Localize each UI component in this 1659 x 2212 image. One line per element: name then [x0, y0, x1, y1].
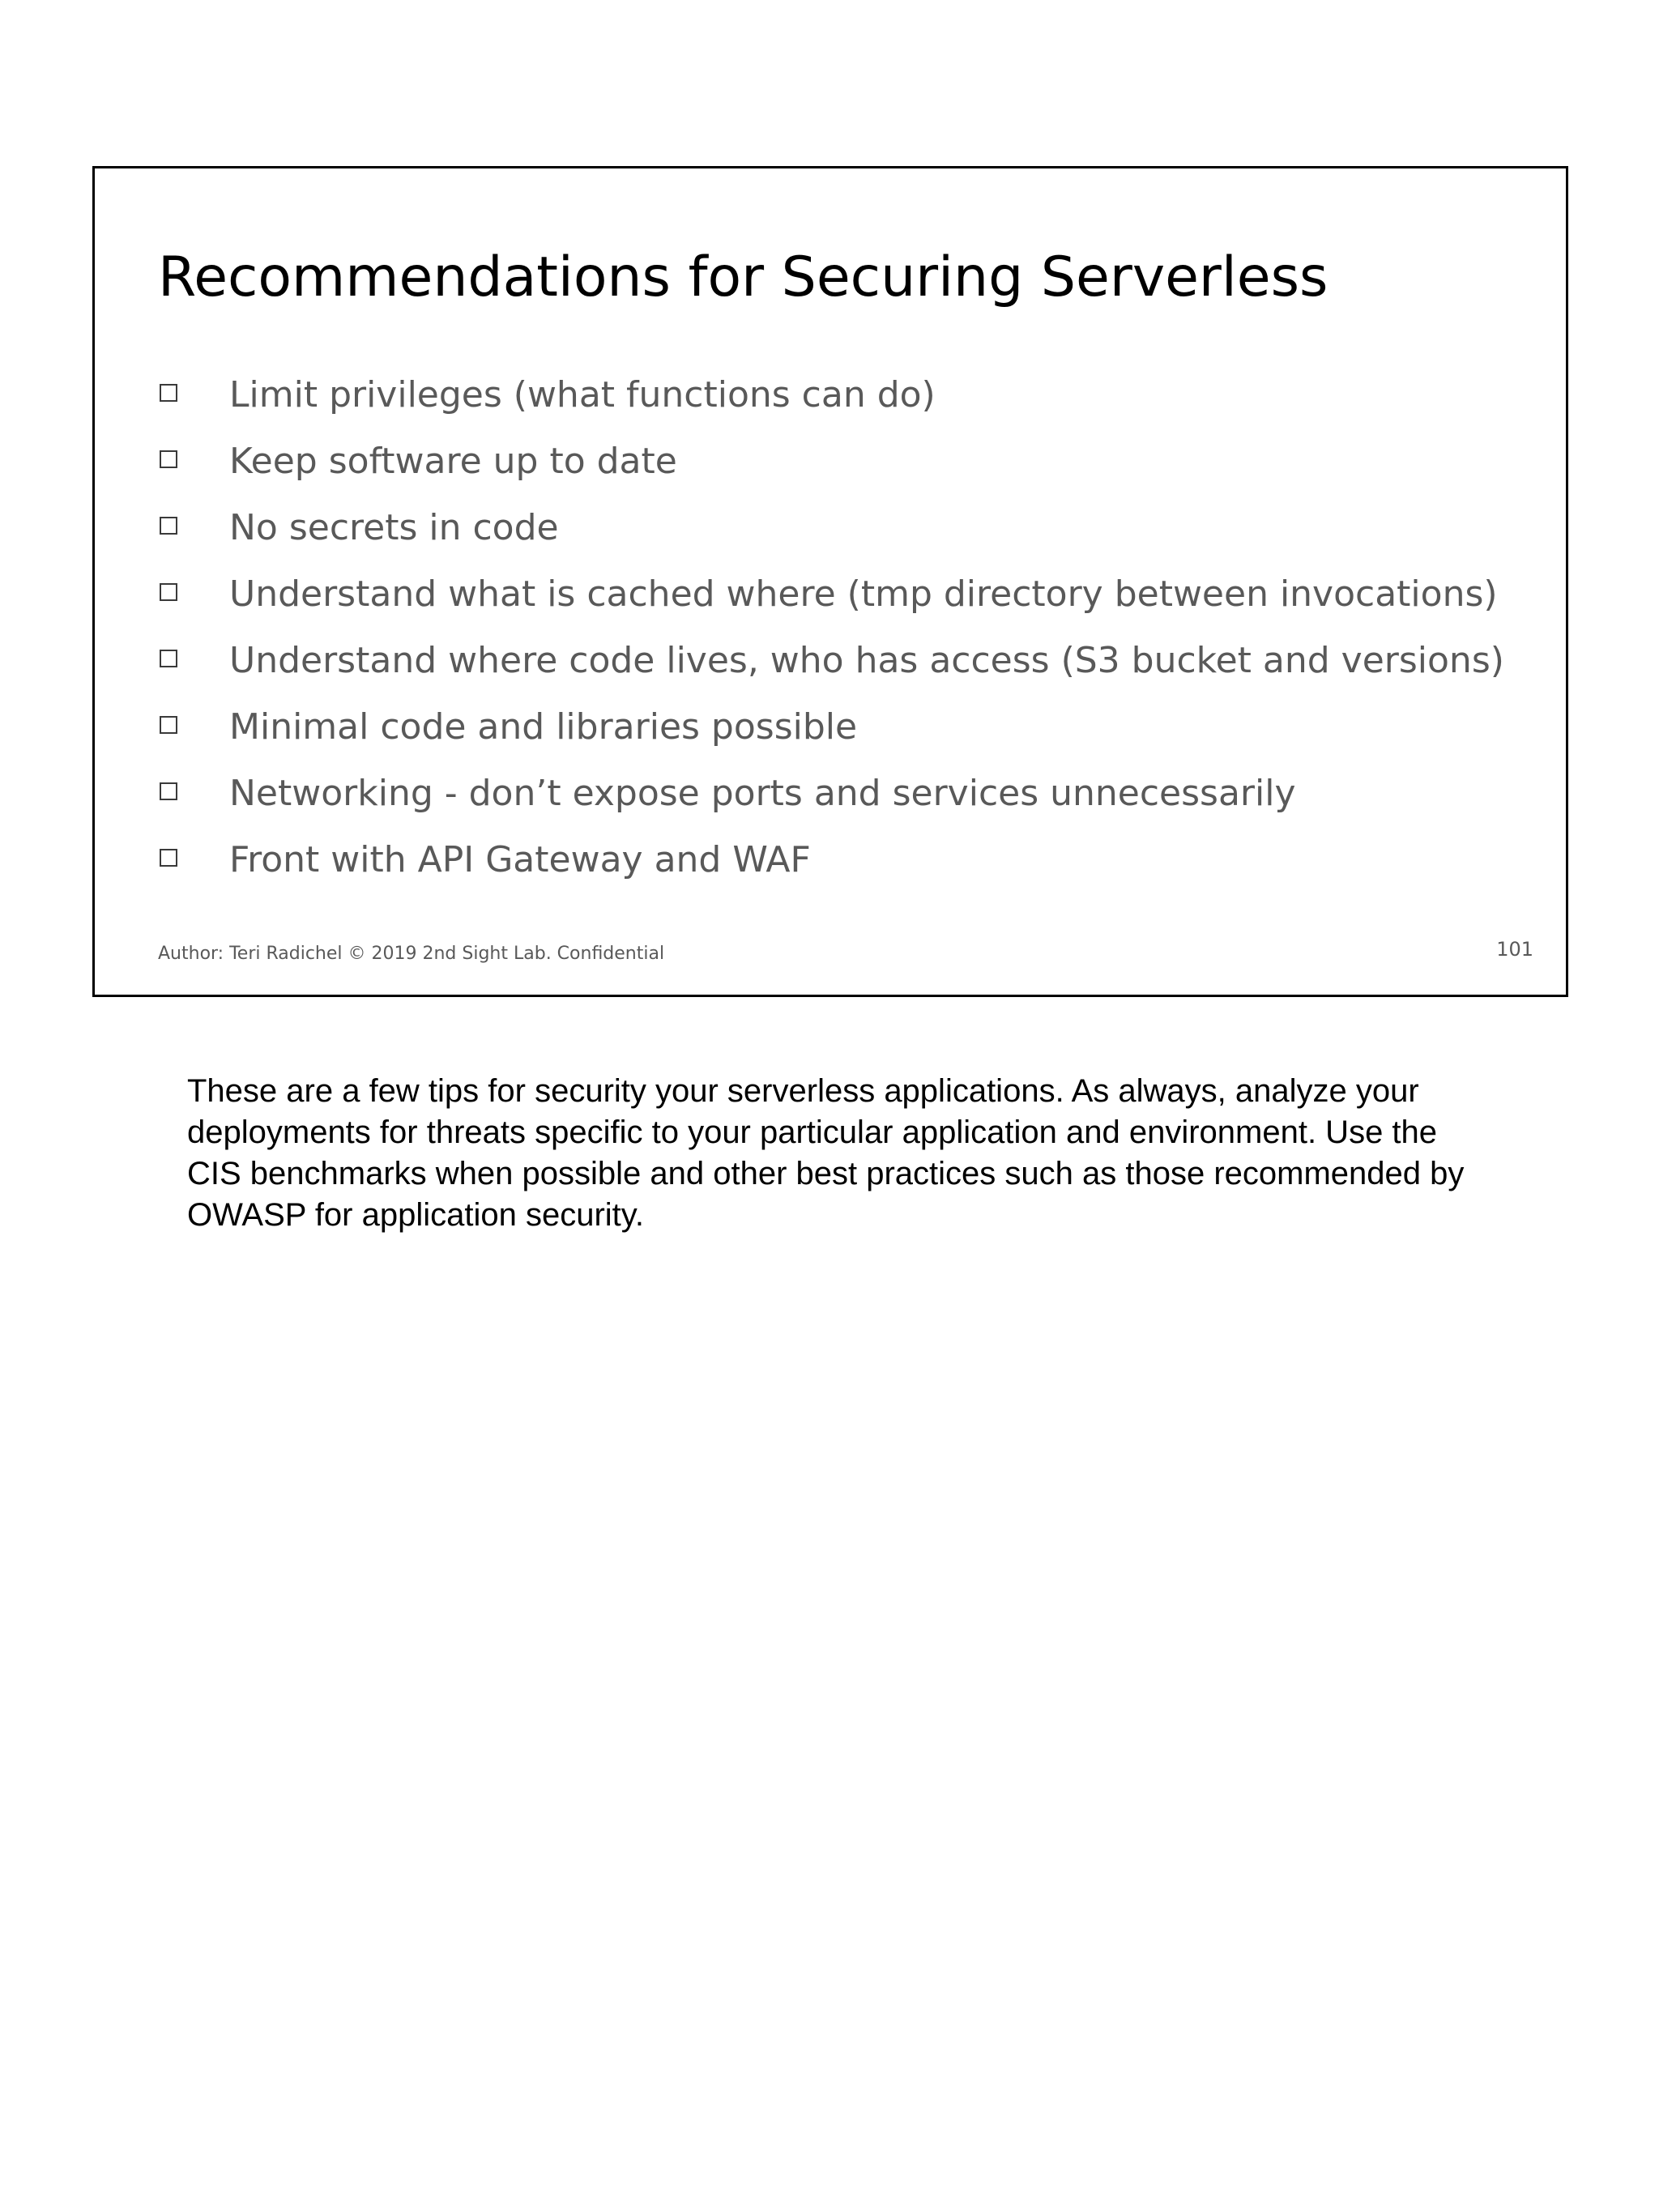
list-item — [160, 494, 1504, 560]
bullet-text: Networking - don’t expose ports and services unnecessarily — [229, 772, 1296, 814]
slide — [92, 166, 1568, 997]
checkbox-icon — [160, 782, 181, 803]
list-item — [160, 693, 1504, 760]
list-item — [160, 361, 1504, 428]
slide-footer-author: Author: Teri Radichel © 2019 2nd Sight Lab. Confidential — [158, 944, 665, 964]
bullet-text: Keep software up to date — [229, 440, 677, 482]
bullet-text: Front with API Gateway and WAF — [229, 838, 811, 880]
slide-title: Recommendations for Securing Serverless — [158, 245, 1328, 309]
list-item — [160, 560, 1504, 627]
checkbox-icon — [160, 517, 181, 538]
list-item — [160, 760, 1504, 826]
bullet-text: Limit privileges (what functions can do) — [229, 373, 936, 416]
speaker-notes: These are a few tips for security your serverless applications. As always, analyze your deployments for threats specific to your particular application and environment. Use the CIS benchmarks when possible and other best practices such as those recommended by OWASP for application security. — [187, 1073, 1465, 1233]
checkbox-icon — [160, 384, 181, 405]
list-item — [160, 627, 1504, 693]
checkbox-icon — [160, 650, 181, 671]
checkbox-icon — [160, 849, 181, 870]
slide-page-number: 101 — [1496, 938, 1533, 961]
checkbox-icon — [160, 450, 181, 471]
bullet-text: Understand what is cached where (tmp directory between invocations) — [229, 573, 1498, 615]
bullet-text: Minimal code and libraries possible — [229, 705, 858, 748]
checkbox-icon — [160, 583, 181, 604]
bullet-text: Understand where code lives, who has access (S3 bucket and versions) — [229, 639, 1504, 681]
bullet-list — [160, 361, 1504, 893]
checkbox-icon — [160, 716, 181, 737]
bullet-text: No secrets in code — [229, 506, 559, 548]
list-item — [160, 826, 1504, 893]
list-item — [160, 428, 1504, 494]
